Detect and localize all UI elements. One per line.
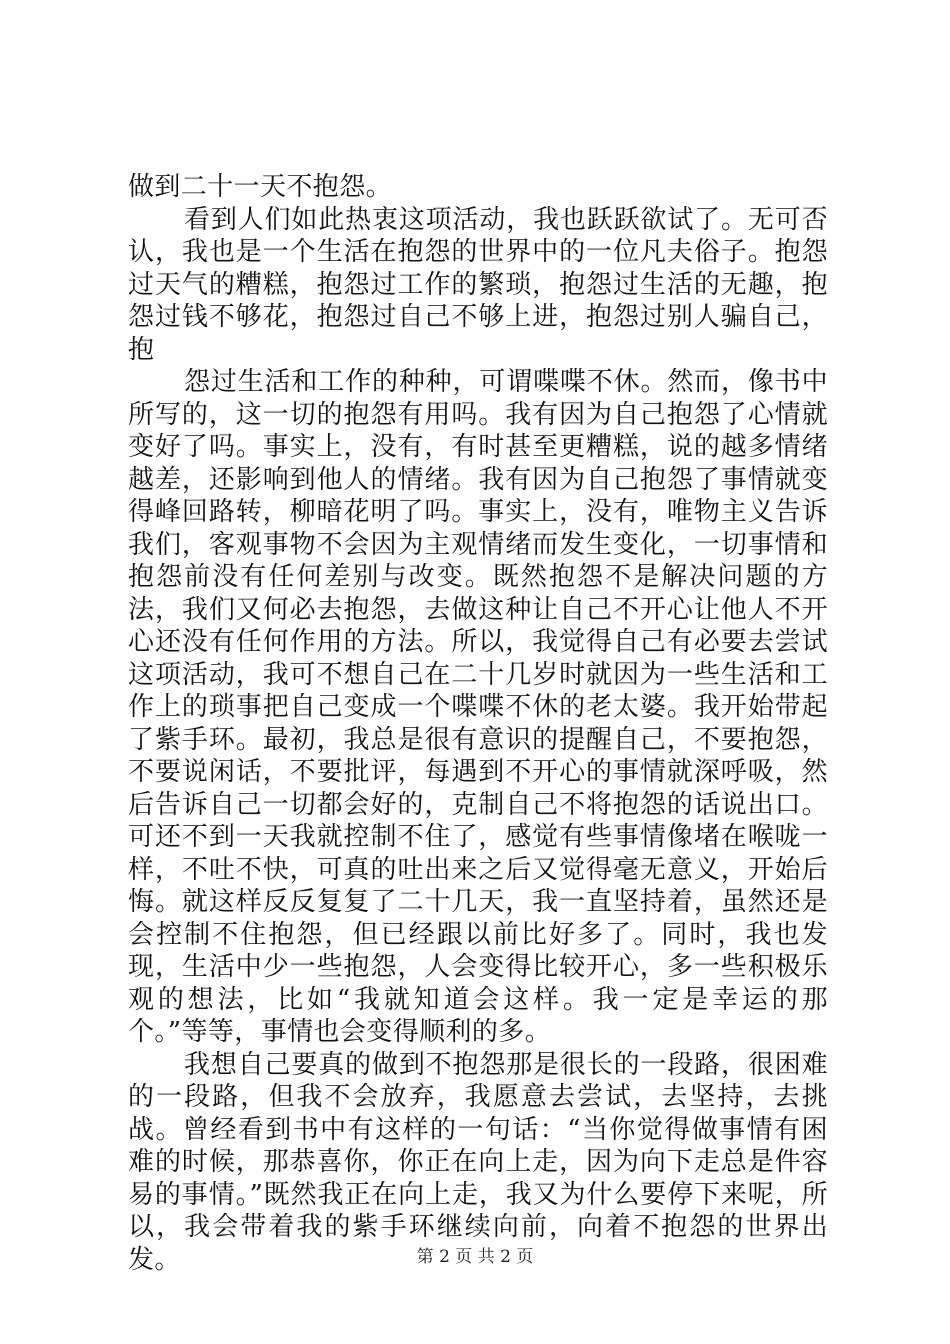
paragraph-complaint-reflection: 怨过生活和工作的种种，可谓喋喋不休。然而，像书中所写的，这一切的抱怨有用吗。我有因为自己抱怨了心情就变好了吗。事实上，没有，有时甚至更糟糕，说的越多情绪越差，还影响到他人的情绪。我有因为自己抱怨了事情就变得峰回路转，柳暗花明了吗。事实上，没有，唯物主义告诉我们，客观事物不会因为主观情绪而发生变化，一切事情和抱怨前没有任何差别与改变。既然抱怨不是解决问题的方法，我们又何必去抱怨，去做这种让自己不开心让他人不开心还没有任何作用的方法。所以，我觉得自己有必要去尝试这项活动，我可不想自己在二十几岁时就因为一些生活和工作上的琐事把自己变成一个喋喋不休的老太婆。我开始带起了紫手环。最初，我总是很有意识的提醒自己，不要抱怨，不要说闲话，不要批评，每遇到不开心的事情就深呼吸，然后告诉自己一切都会好的，克制自己不将抱怨的话说出口。可还不到一天我就控制不住了，感觉有些事情像堵在喉咙一样，不吐不快，可真的吐出来之后又觉得毫无意义，开始后悔。就这样反反复复了二十几天，我一直坚持着，虽然还是会控制不住抱怨，但已经跟以前比好多了。同时，我也发现，生活中少一些抱怨，人会变得比较开心，多一些积极乐观的想法，比如“我就知道会这样。我一定是幸运的那个。”等等，事情也会变得顺利的多。 xyxy=(128,367,828,1047)
page-number-footer: 第 2 页 共 2 页 xyxy=(416,1247,534,1267)
paragraph-conclusion: 我想自己要真的做到不抱怨那是很长的一段路，很困难的一段路，但我不会放弃，我愿意去尝试，去坚持，去挑战。曾经看到书中有这样的一句话：“当你觉得做事情有困难的时候，那恭喜你，你正在向上走，因为向下走总是件容易的事情。”既然我正在向上走，我又为什么要停下来呢，所以，我会带着我的紫手环继续向前，向着不抱怨的世界出发。 xyxy=(128,1049,828,1275)
document-body xyxy=(128,171,828,1276)
paragraph-continuation: 做到二十一天不抱怨。 xyxy=(128,172,393,202)
paragraph-try-activity: 看到人们如此热衷这项活动，我也跃跃欲试了。无可否认，我也是一个生活在抱怨的世界中的一位凡夫俗子。抱怨过天气的糟糕，抱怨过工作的繁琐，抱怨过生活的无趣，抱怨过钱不够花，抱怨过自己不够上进，抱怨过别人骗自己，抱 xyxy=(128,204,828,365)
